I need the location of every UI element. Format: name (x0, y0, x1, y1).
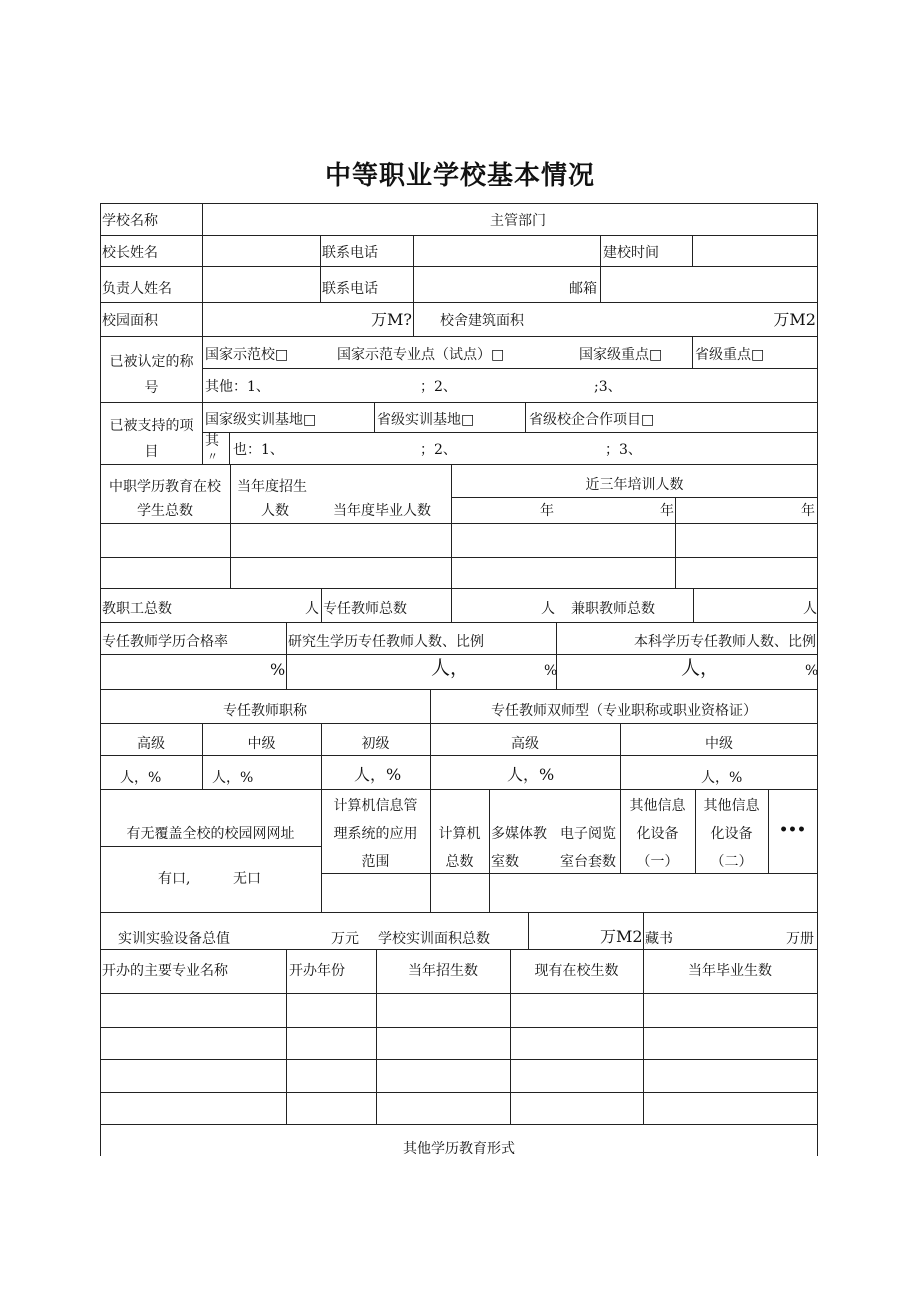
rule (286, 622, 287, 689)
other2-label-1: 其他信息 (703, 798, 760, 814)
other-titles-3: ;3、 (594, 379, 622, 395)
provincial-key-checkbox[interactable]: 省级重点□ (695, 347, 765, 363)
rule (528, 912, 529, 949)
rule (100, 689, 818, 690)
equip-label: 实训实验设备总值 (118, 931, 230, 947)
provincial-coop-checkbox[interactable]: 省级校企合作项目□ (529, 412, 655, 428)
rule (413, 235, 414, 302)
dual-header: 专任教师双师型（专业职称或职业资格证） (491, 703, 757, 719)
train-area-unit: 万M2 (600, 927, 643, 946)
other1-label-2: 化设备 (636, 826, 679, 842)
rule (675, 497, 676, 588)
building-area-label: 校舍建筑面积 (440, 313, 524, 329)
rule (100, 912, 818, 913)
rule (692, 336, 693, 368)
senior-ratio: 人，% (120, 770, 162, 786)
parttime-unit: 人 (803, 601, 817, 617)
rule (229, 432, 230, 464)
rule (100, 723, 818, 724)
recruit-a: 当年度招生 (237, 479, 307, 495)
rule (374, 402, 375, 432)
more-icon: ••• (779, 822, 806, 838)
junior-ratio: 人，% (354, 765, 402, 784)
rule (100, 622, 818, 623)
dual-senior-ratio: 人，% (507, 765, 555, 784)
rule (320, 235, 321, 302)
rule (489, 789, 490, 912)
rule (202, 723, 203, 789)
rule (451, 497, 818, 498)
pc-label-2: 总数 (445, 854, 474, 870)
titles-label-b: 号 (144, 380, 159, 396)
building-area-unit: 万M2 (773, 310, 816, 329)
rule (321, 723, 322, 789)
books-unit: 万册 (786, 931, 814, 947)
rule (321, 588, 322, 622)
staff-total-unit: 人 (305, 601, 319, 617)
fulltime-unit: 人 (541, 601, 555, 617)
rule (100, 846, 321, 847)
postgrad-count: 人， (431, 657, 470, 679)
graduates-label: 当年度毕业人数 (333, 503, 431, 519)
major-recruit-header: 当年招生数 (408, 963, 478, 979)
rule (643, 912, 644, 949)
rule (100, 949, 818, 950)
prof-title-header: 专任教师职称 (223, 703, 307, 719)
other1-label-3: （一） (636, 854, 679, 870)
staff-total-label: 教职工总数 (102, 601, 172, 617)
er-label-2: 室台套数 (560, 854, 616, 870)
rule (230, 464, 231, 588)
middle-header: 中级 (247, 736, 276, 752)
rule (321, 873, 818, 874)
enroll-total-b: 学生总数 (137, 503, 193, 519)
year-1: 年 (540, 503, 554, 519)
bachelor-count: 人， (681, 657, 720, 679)
person-label: 负责人姓名 (102, 281, 172, 297)
table-border-right (817, 203, 818, 1156)
rule (100, 755, 818, 756)
bachelor-label: 本科学历专任教师人数、比例 (634, 634, 816, 650)
train-area-label: 学校实训面积总数 (378, 931, 490, 947)
founded-label: 建校时间 (603, 245, 659, 261)
mis-label-2: 理系统的应用 (333, 826, 418, 842)
mis-label-3: 范围 (361, 854, 390, 870)
support-other-c: 也：1、 (233, 442, 284, 458)
year-2: 年 (660, 503, 674, 519)
er-label-1: 电子阅览 (560, 826, 616, 842)
rule (692, 235, 693, 266)
pc-label-1: 计算机 (438, 826, 481, 842)
support-label-b: 目 (144, 444, 159, 460)
year-3: 年 (801, 503, 815, 519)
parttime-label: 兼职教师总数 (571, 601, 655, 617)
postgrad-label: 研究生学历专任教师人数、比例 (288, 634, 484, 650)
mm-label-1: 多媒体教 (491, 826, 547, 842)
other2-label-2: 化设备 (710, 826, 753, 842)
other-titles-label: 其他：1、 (205, 379, 270, 395)
rule (100, 523, 818, 524)
enroll-total-a: 中职学历教育在校 (109, 479, 221, 495)
rule (525, 402, 526, 432)
principal-label: 校长姓名 (102, 245, 158, 261)
major-current-header: 现有在校生数 (534, 963, 619, 979)
recruit-b: 人数 (261, 503, 289, 519)
rule (100, 266, 818, 267)
major-graduates-header: 当年毕业生数 (688, 963, 772, 979)
rule (620, 723, 621, 789)
rule (430, 789, 431, 912)
rule (100, 1092, 818, 1093)
major-name-header: 开办的主要专业名称 (102, 963, 228, 979)
books-label: 藏书 (645, 931, 673, 947)
national-demo-checkbox[interactable]: 国家示范校□ (205, 347, 289, 363)
rule (100, 302, 818, 303)
support-other-3: ；3、 (605, 442, 642, 458)
bachelor-percent: % (805, 663, 819, 679)
rule (100, 1027, 818, 1028)
support-label-a: 已被支持的项 (109, 418, 194, 434)
postgrad-percent: % (544, 663, 558, 679)
rule (100, 1059, 818, 1060)
table-border-left (100, 203, 101, 1156)
rule (100, 336, 818, 337)
rule (413, 302, 414, 336)
qualify-rate-label: 专任教师学历合格率 (102, 634, 228, 650)
page-title: 中等职业学校基本情况 (324, 161, 595, 191)
campus-area-unit: 万M? (371, 310, 412, 329)
major-year-header: 开办年份 (289, 963, 345, 979)
support-other-b: 〃 (207, 450, 218, 463)
rule (286, 949, 287, 1124)
network-yes-checkbox[interactable]: 有口, (158, 871, 191, 887)
dual-senior-header: 高级 (511, 736, 539, 752)
mis-label-1: 计算机信息管 (333, 798, 418, 814)
national-base-checkbox[interactable]: 国家级实训基地□ (205, 412, 317, 428)
school-name-label: 学校名称 (102, 213, 158, 229)
middle-ratio: 人，% (212, 770, 254, 786)
training-label: 近三年培训人数 (585, 477, 684, 493)
national-demo-major-checkbox[interactable]: 国家示范专业点（试点）□ (337, 347, 505, 363)
junior-header: 初级 (361, 736, 390, 752)
titles-label-a: 已被认定的称 (109, 354, 194, 370)
network-no-checkbox[interactable]: 无口 (233, 871, 261, 887)
fulltime-label: 专任教师总数 (323, 601, 407, 617)
rule (202, 302, 203, 464)
mm-label-2: 室数 (491, 854, 519, 870)
rule (100, 203, 818, 204)
rule (100, 789, 818, 790)
other-forms-label: 其他学历教育形式 (403, 1141, 515, 1157)
phone-label: 联系电话 (322, 245, 378, 261)
network-label: 有无覆盖全校的校园网网址 (126, 826, 295, 842)
rule (202, 203, 203, 302)
rule (202, 368, 818, 369)
rule (451, 588, 452, 622)
dual-middle-ratio: 人，% (701, 770, 743, 786)
support-other-2: ；2、 (420, 442, 457, 458)
other1-label-1: 其他信息 (629, 798, 686, 814)
rule (100, 654, 818, 655)
campus-area-label: 校园面积 (102, 313, 158, 329)
rule (600, 235, 601, 302)
qualify-percent: % (270, 660, 286, 679)
support-other-a: 其 (205, 433, 219, 449)
rule (100, 235, 818, 236)
rule (100, 402, 818, 403)
rule (100, 557, 818, 558)
rule (693, 588, 694, 622)
other-titles-2: ；2、 (420, 379, 457, 395)
rule (100, 993, 818, 994)
rule (202, 432, 818, 433)
equip-unit: 万元 (331, 931, 359, 947)
rule (100, 588, 818, 589)
dual-middle-header: 中级 (705, 736, 733, 752)
rule (100, 1124, 818, 1125)
provincial-base-checkbox[interactable]: 省级实训基地□ (377, 412, 475, 428)
department-label: 主管部门 (490, 213, 546, 229)
senior-header: 高级 (137, 736, 165, 752)
other2-label-3: （二） (710, 854, 753, 870)
phone-label-2: 联系电话 (322, 281, 378, 297)
postcode-label: 邮箱 (569, 281, 597, 297)
national-key-checkbox[interactable]: 国家级重点□ (579, 347, 663, 363)
